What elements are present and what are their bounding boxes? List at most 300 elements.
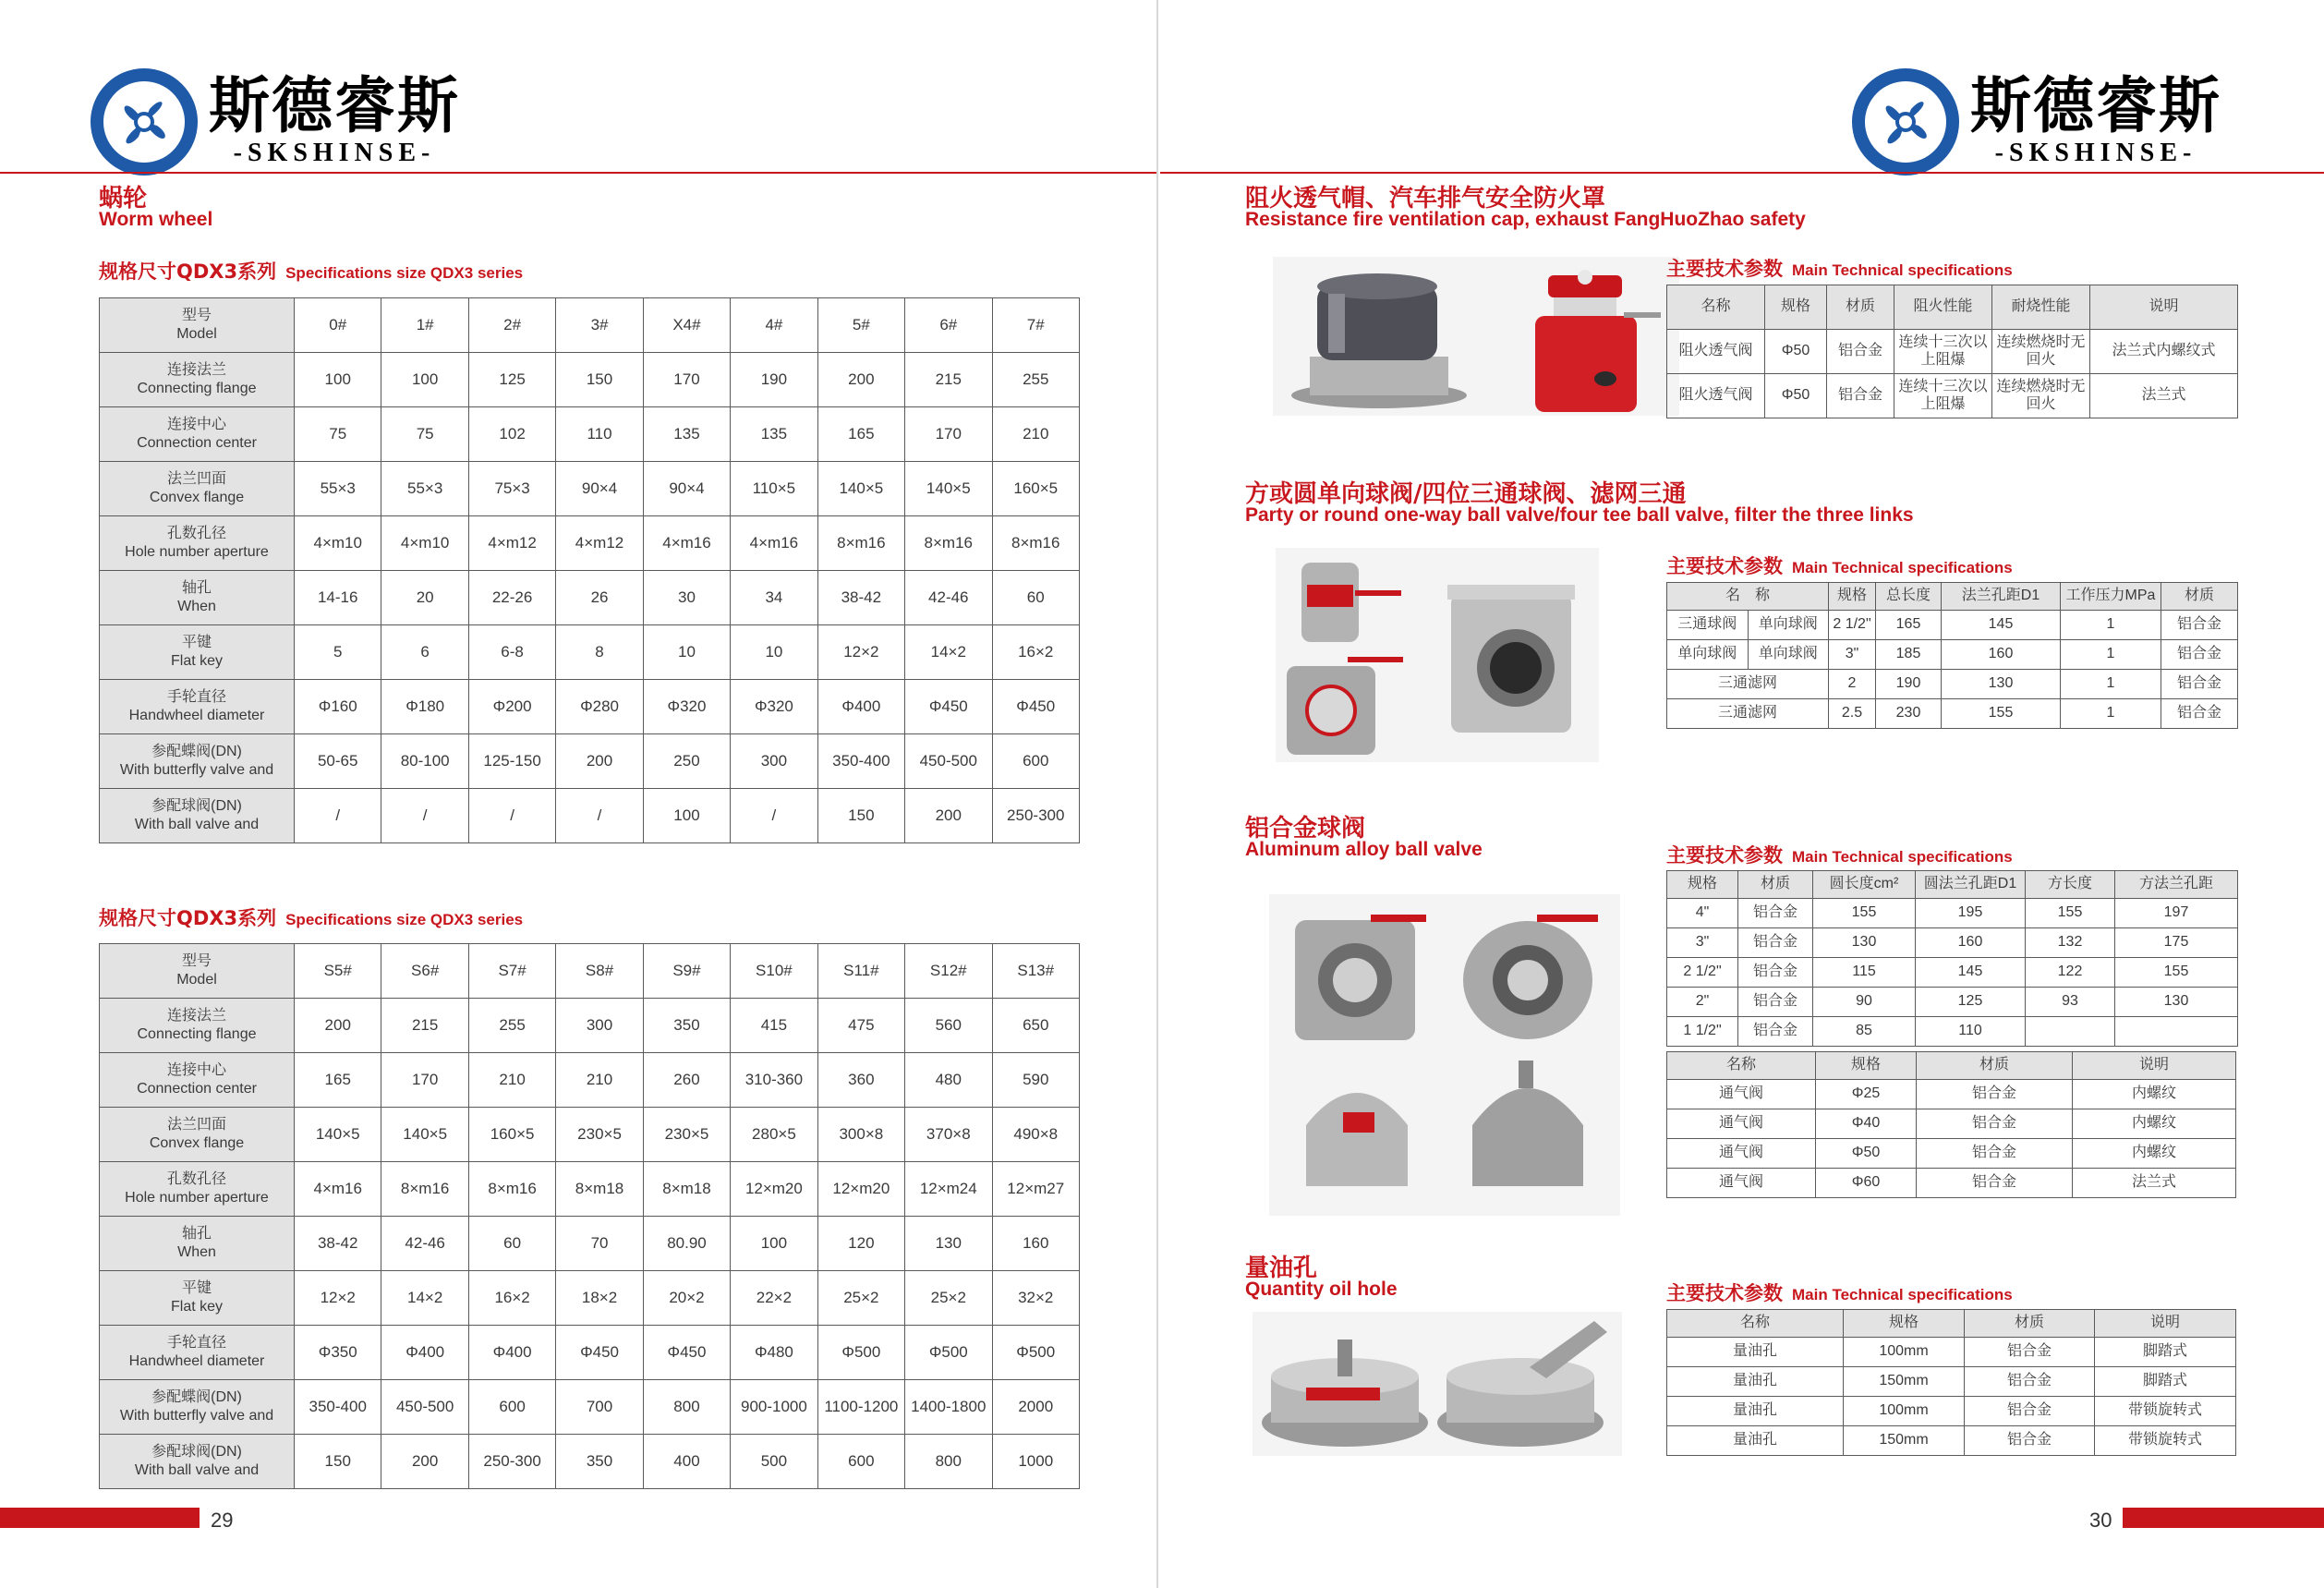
row-header-en: Hole number aperture [125,1190,269,1206]
table-cell: 650 [992,999,1080,1053]
spec-title-en: Specifications size QDX3 series [285,911,524,928]
row-header-cn: 法兰凹面 [166,471,226,487]
row-header [100,734,295,789]
table-cell: 190 [1876,670,1942,699]
table-cell: 215 [381,999,468,1053]
column-header: 规格 [1765,285,1827,330]
table-cell: 带锁旋转式 [2095,1397,2236,1426]
table-cell: 160×5 [468,1108,555,1162]
table-cell: 铝合金 [1917,1139,2073,1169]
table-cell: 量油孔 [1667,1367,1844,1397]
column-header: 名称 [1667,1052,1816,1080]
table-cell: 600 [992,734,1080,789]
table-cell: 140×5 [905,462,992,516]
table-cell: Φ25 [1816,1080,1917,1109]
table-cell: 200 [556,734,643,789]
table-row [100,1217,1080,1271]
row-header-en: With ball valve and [134,817,260,832]
table-cell: 250-300 [992,789,1080,843]
spec-title-1 [99,257,523,285]
spec-title-s3 [1666,841,2013,868]
table-cell: 600 [817,1435,904,1489]
column-header: 工作压力MPa [2061,583,2161,611]
table-cell: 100 [731,1217,817,1271]
table-cell: S9# [643,944,730,999]
table-cell: 160×5 [992,462,1080,516]
brand-name-cn: 斯德睿斯 [1970,70,2221,141]
table-cell: 500 [731,1435,817,1489]
table-cell: 2000 [992,1380,1080,1435]
table-cell: Φ350 [295,1326,381,1380]
table-cell: 铝合金 [1965,1426,2095,1456]
row-header [100,1380,295,1435]
table-cell: 脚踏式 [2095,1367,2236,1397]
table-cell: 通气阀 [1667,1139,1816,1169]
column-header: 名称 [1667,1310,1844,1338]
table-cell: 铝合金 [1917,1080,2073,1109]
table-cell: 7# [992,298,1080,353]
table-cell: Φ50 [1816,1139,1917,1169]
column-header: 圆长度cm² [1813,871,1916,899]
table-row [100,999,1080,1053]
table-header-row [1667,285,2238,330]
table-cell: Φ480 [731,1326,817,1380]
table-cell: 55×3 [295,462,381,516]
table-cell: 连续十三次以上阻爆 [1894,374,1992,418]
table-cell: 连续十三次以上阻爆 [1894,330,1992,374]
table-cell: 215 [905,353,992,407]
table-cell: 155 [1813,899,1916,928]
column-header: 材质 [1965,1310,2095,1338]
table-cell: 185 [1876,640,1942,670]
left-page [0,0,1158,1588]
row-header-en: When [177,599,216,614]
section-title-en: Resistance fire ventilation cap, exhaust FangHuoZhao safety [1245,209,1806,230]
table-cell: 155 [1942,699,2061,729]
table-row [1667,1017,2238,1047]
table-cell: 200 [817,353,904,407]
row-header-en: With butterfly valve and [119,1408,274,1424]
table-cell: 1100-1200 [817,1380,904,1435]
table-cell: 2 1/2" [1667,958,1738,988]
row-header-cn: 连接法兰 [166,1008,226,1024]
table-cell: 130 [905,1217,992,1271]
table-cell: 铝合金 [1827,330,1894,374]
table-cell: Φ450 [992,680,1080,734]
table-cell: 5 [295,625,381,680]
table-row [1667,928,2238,958]
table-cell: 230 [1876,699,1942,729]
row-header [100,353,295,407]
table-cell: 110 [556,407,643,462]
row-header [100,680,295,734]
table-cell: 4×m12 [468,516,555,571]
table-cell: Φ180 [381,680,468,734]
table-cell: 170 [381,1053,468,1108]
row-header-cn: 连接中心 [166,1062,226,1078]
table-cell: 310-360 [731,1053,817,1108]
table-cell: 100 [643,789,730,843]
table-cell: 量油孔 [1667,1338,1844,1367]
brand-logo [89,67,460,177]
row-header [100,1435,295,1489]
table-cell: 铝合金 [1738,988,1813,1017]
spec-title-cn: 主要技术参数 [1666,844,1783,867]
table-cell: 200 [905,789,992,843]
column-header: 材质 [2161,583,2238,611]
table-cell: 4×m12 [556,516,643,571]
table-cell: 100 [381,353,468,407]
table-cell: 铝合金 [1738,928,1813,958]
table-cell: 350 [643,999,730,1053]
table-header-row [1667,1052,2236,1080]
table-cell: 铝合金 [1738,899,1813,928]
section-title-cn: 铝合金球阀 [1245,815,1366,842]
column-header: 总长度 [1876,583,1942,611]
row-header [100,625,295,680]
table-cell: 250 [643,734,730,789]
table-cell: 600 [468,1380,555,1435]
row-header [100,571,295,625]
spec-title-cn: 主要技术参数 [1666,1282,1783,1304]
row-header [100,944,295,999]
table-cell: 法兰式内螺纹式 [2090,330,2238,374]
table-cell: 16×2 [468,1271,555,1326]
table-cell: 8×m16 [468,1162,555,1217]
table-cell: 190 [731,353,817,407]
spec-title-cn: 规格尺寸QDX3系列 [99,907,277,929]
section-title-en: Party or round one-way ball valve/four tee ball valve, filter the three links [1245,504,1914,526]
table-cell: 210 [468,1053,555,1108]
column-header: 名 称 [1667,583,1829,611]
table-cell: / [556,789,643,843]
table-cell: 350-400 [295,1380,381,1435]
spec-title-en: Main Technical specifications [1792,848,2013,866]
table-row [100,462,1080,516]
table-cell: Φ500 [817,1326,904,1380]
table-cell: 197 [2115,899,2238,928]
table-row [100,789,1080,843]
table-cell: Φ450 [905,680,992,734]
table-cell: 100mm [1844,1397,1965,1426]
table-cell: 阻火透气阀 [1667,374,1765,418]
row-header-cn: 平键 [181,1280,212,1296]
column-header: 材质 [1827,285,1894,330]
table-cell: 195 [1916,899,2026,928]
table-cell: 160 [1916,928,2026,958]
table-cell: 6# [905,298,992,353]
table-cell: 150 [295,1435,381,1489]
table-cell: / [731,789,817,843]
table-row [1667,330,2238,374]
table-cell: Φ500 [905,1326,992,1380]
row-header-cn: 参配球阀(DN) [151,798,242,814]
row-header [100,516,295,571]
footer-bar [2123,1508,2324,1528]
table-cell: 450-500 [381,1380,468,1435]
table-cell: 铝合金 [1965,1397,2095,1426]
table-cell: 8×m18 [643,1162,730,1217]
table-row [1667,1139,2236,1169]
table-cell: / [295,789,381,843]
table-cell: 132 [2026,928,2115,958]
table-cell: 1 1/2" [1667,1017,1738,1047]
table-cell: 100mm [1844,1338,1965,1367]
section-title-cn: 阻火透气帽、汽车排气安全防火罩 [1245,185,1606,212]
table-cell: 8×m16 [905,516,992,571]
table-row [100,298,1080,353]
table-cell: 1# [381,298,468,353]
table-cell: 4×m10 [295,516,381,571]
row-header [100,789,295,843]
table-cell: S11# [817,944,904,999]
table-row [1667,1338,2236,1367]
table-cell: Φ50 [1765,330,1827,374]
column-header: 阻火性能 [1894,285,1992,330]
table-cell: 3# [556,298,643,353]
table-row [1667,670,2238,699]
table-row [1667,1080,2236,1109]
table-cell: 140×5 [381,1108,468,1162]
row-header-en: Flat key [170,653,223,669]
table-cell: 200 [381,1435,468,1489]
table-cell: 量油孔 [1667,1397,1844,1426]
table-cell: 110 [1916,1017,2026,1047]
table-cell: 120 [817,1217,904,1271]
table-cell: 12×m20 [731,1162,817,1217]
row-header [100,999,295,1053]
table-cell: S12# [905,944,992,999]
table-cell: 210 [556,1053,643,1108]
column-header: 规格 [1816,1052,1917,1080]
table-cell: 210 [992,407,1080,462]
table-row [1667,988,2238,1017]
row-header-en: Connection center [137,1081,257,1097]
brand-logo-icon [1850,67,1961,177]
table-cell: 铝合金 [1917,1109,2073,1139]
table-cell [2026,1017,2115,1047]
table-cell: S5# [295,944,381,999]
table-cell: 370×8 [905,1108,992,1162]
specs-table-ball-valve [1666,582,2238,729]
table-cell: 法兰式 [2090,374,2238,418]
table-cell: 55×3 [381,462,468,516]
column-header: 名称 [1667,285,1765,330]
row-header-cn: 孔数孔径 [166,526,226,541]
table-cell: 130 [2115,988,2238,1017]
column-header: 材质 [1738,871,1813,899]
table-cell: Φ450 [643,1326,730,1380]
table-cell: 165 [295,1053,381,1108]
section-title-en: Aluminum alloy ball valve [1245,839,1483,860]
table-cell: S8# [556,944,643,999]
table-cell: 12×m20 [817,1162,904,1217]
row-header-cn: 型号 [181,308,212,323]
table-cell: 22-26 [468,571,555,625]
table-cell: 4# [731,298,817,353]
column-header: 法兰孔距D1 [1942,583,2061,611]
product-photo-ball-valve-tee [1276,548,1599,762]
column-header: 方长度 [2026,871,2115,899]
table-cell: 38-42 [817,571,904,625]
table-cell: Φ400 [381,1326,468,1380]
table-cell: 60 [468,1217,555,1271]
table-cell: 12×m24 [905,1162,992,1217]
table-cell: 75 [381,407,468,462]
table-cell: Φ280 [556,680,643,734]
table-row [1667,699,2238,729]
table-cell: 8 [556,625,643,680]
row-header-en: Model [176,326,217,342]
table-row [100,571,1080,625]
table-cell: 250-300 [468,1435,555,1489]
table-cell: 280×5 [731,1108,817,1162]
table-cell: 150mm [1844,1367,1965,1397]
table-cell: 700 [556,1380,643,1435]
table-cell: 脚踏式 [2095,1338,2236,1367]
table-cell: 25×2 [905,1271,992,1326]
table-cell: Φ60 [1816,1169,1917,1198]
table-row [100,1162,1080,1217]
column-header: 圆法兰孔距D1 [1916,871,2026,899]
table-row [100,944,1080,999]
table-cell: 4×m16 [731,516,817,571]
table-cell: 1 [2061,699,2161,729]
table-row [100,1271,1080,1326]
table-cell: 93 [2026,988,2115,1017]
row-header-cn: 连接法兰 [166,362,226,378]
table-cell: 阻火透气阀 [1667,330,1765,374]
row-header-en: Connection center [137,435,257,451]
table-cell: Φ160 [295,680,381,734]
table-cell: S10# [731,944,817,999]
table-cell: 铝合金 [1965,1338,2095,1367]
table-cell: 单向球阀 [1667,640,1749,670]
table-row [1667,1426,2236,1456]
table-cell: 140×5 [817,462,904,516]
table-row [100,1380,1080,1435]
table-cell: / [468,789,555,843]
spec-title-cn: 主要技术参数 [1666,555,1783,577]
table-cell: Φ450 [556,1326,643,1380]
row-header [100,1217,295,1271]
table-cell: 125-150 [468,734,555,789]
table-cell: 260 [643,1053,730,1108]
row-header [100,1326,295,1380]
brand-logo [1850,67,2221,177]
table-cell: 85 [1813,1017,1916,1047]
brand-name-en: -SKSHINSE- [1994,139,2197,167]
table-row [1667,1169,2236,1198]
table-cell: 38-42 [295,1217,381,1271]
table-cell: 70 [556,1217,643,1271]
table-cell: 450-500 [905,734,992,789]
spec-title-en: Main Technical specifications [1792,559,2013,576]
table-cell: Φ320 [731,680,817,734]
row-header [100,1053,295,1108]
table-cell: 12×2 [817,625,904,680]
table-row [1667,1397,2236,1426]
row-header [100,298,295,353]
row-header-cn: 参配蝶阀(DN) [151,744,242,759]
table-cell: 150 [556,353,643,407]
spec-title-en: Main Technical specifications [1792,1286,2013,1303]
table-cell: 铝合金 [1965,1367,2095,1397]
table-cell: 150mm [1844,1426,1965,1456]
table-cell: 300 [731,734,817,789]
table-cell: 三通滤网 [1667,670,1829,699]
table-cell: 3" [1667,928,1738,958]
table-cell: 42-46 [381,1217,468,1271]
specs-table-qdx3-b [99,943,1080,1489]
table-cell: 14×2 [905,625,992,680]
table-row [100,1435,1080,1489]
row-header [100,462,295,516]
table-cell: Φ50 [1765,374,1827,418]
table-cell: 90 [1813,988,1916,1017]
table-row [1667,899,2238,928]
table-cell: 255 [992,353,1080,407]
table-cell: Φ400 [468,1326,555,1380]
table-cell: 115 [1813,958,1916,988]
product-photo-exhaust-guard [1495,257,1679,416]
spec-title-cn: 规格尺寸QDX3系列 [99,261,277,283]
table-cell: 内螺纹 [2073,1109,2236,1139]
table-cell: 175 [2115,928,2238,958]
table-cell: 2 1/2" [1829,611,1876,640]
specs-table-oil-hole [1666,1309,2236,1456]
table-cell: 连续燃烧时无回火 [1992,374,2090,418]
table-cell: 155 [2026,899,2115,928]
table-cell: 800 [643,1380,730,1435]
table-cell: 4" [1667,899,1738,928]
table-cell: 130 [1942,670,2061,699]
column-header: 说明 [2095,1310,2236,1338]
brand-name-en: -SKSHINSE- [233,139,436,167]
row-header [100,1108,295,1162]
table-cell: 8×m16 [381,1162,468,1217]
table-cell: S13# [992,944,1080,999]
product-photo-aluminum-valves [1269,894,1620,1216]
brand-name-cn: 斯德睿斯 [209,70,460,141]
table-cell: 连续燃烧时无回火 [1992,330,2090,374]
table-cell: Φ500 [992,1326,1080,1380]
table-cell: 75 [295,407,381,462]
table-cell: 3" [1829,640,1876,670]
row-header-en: Connecting flange [137,1026,257,1042]
table-cell: 122 [2026,958,2115,988]
table-row [100,680,1080,734]
table-cell: 80-100 [381,734,468,789]
table-cell: 铝合金 [1738,958,1813,988]
table-cell: 10 [643,625,730,680]
table-cell: 5# [817,298,904,353]
table-cell: 铝合金 [2161,611,2238,640]
row-header-cn: 轴孔 [181,580,212,596]
spec-title-s2 [1666,552,2013,579]
row-header [100,1271,295,1326]
table-cell: 90×4 [556,462,643,516]
row-header-en: Flat key [170,1299,223,1315]
table-cell: 900-1000 [731,1380,817,1435]
table-cell: 400 [643,1435,730,1489]
table-cell: 350-400 [817,734,904,789]
table-cell: 0# [295,298,381,353]
column-header: 规格 [1667,871,1738,899]
table-row [1667,640,2238,670]
row-header-en: With butterfly valve and [119,762,274,778]
page-number: 29 [211,1509,234,1532]
